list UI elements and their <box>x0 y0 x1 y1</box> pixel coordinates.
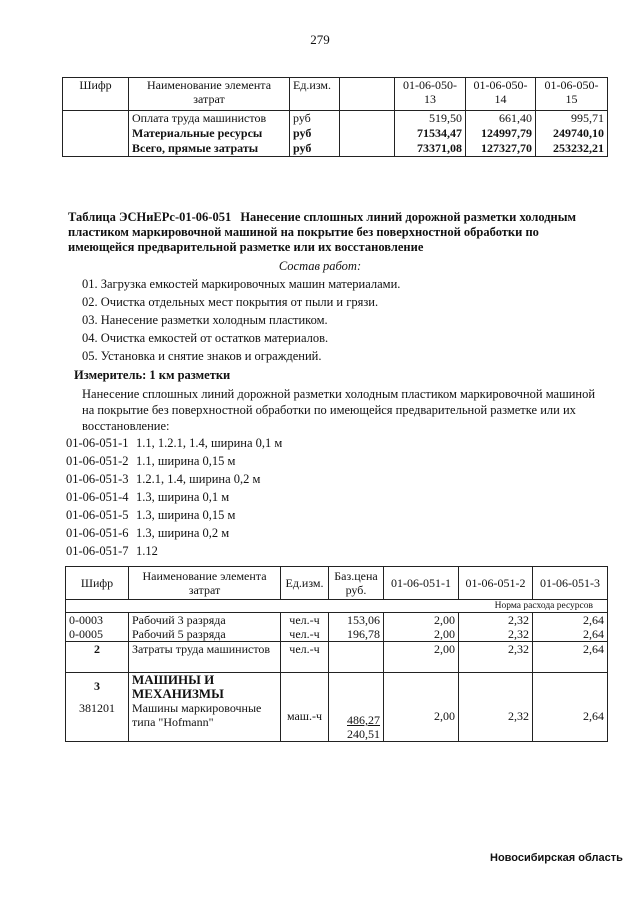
row-value: 2,00 <box>384 627 459 642</box>
work-item: 01. Загрузка емкостей маркировочных машин материалами. <box>82 277 401 291</box>
row-unit: маш.-ч <box>281 673 329 742</box>
code-desc: 1.12 <box>136 544 158 558</box>
norm-label: Норма расхода ресурсов <box>66 600 608 613</box>
row-value: 2,00 <box>384 613 459 628</box>
table-title-text: Нанесение сплошных линий дорожной разметки холодным пластиком маркировочной машиной на покрытие без поверхностной обработки по имеющейся предварительной разметке или их восстановление <box>68 210 577 254</box>
header-col-13: 01-06-050-13 <box>395 78 466 111</box>
table-row <box>66 642 608 673</box>
work-item: 03. Нанесение разметки холодным пластиком. <box>82 313 328 327</box>
code-id: 01-06-051-2 <box>66 454 129 468</box>
code-desc: 1.3, ширина 0,15 м <box>136 508 236 522</box>
row-name: Всего, прямые затраты <box>129 141 290 157</box>
item-name: Машины маркировочные типа "Hofmann" <box>132 701 262 729</box>
footer-region: Новосибирская область <box>490 852 623 864</box>
header-col-3: 01-06-051-3 <box>533 567 608 600</box>
table-title-lead: Таблица ЭСНиЕРс-01-06-051 <box>68 210 232 224</box>
header-name: Наименование элемента затрат <box>129 78 290 111</box>
header-col-1: 01-06-051-1 <box>384 567 459 600</box>
code-line <box>66 490 229 505</box>
code-id: 01-06-051-7 <box>66 544 129 558</box>
table-row <box>63 126 608 141</box>
code-id: 01-06-051-1 <box>66 436 129 450</box>
row-value: 253232,21 <box>536 141 608 157</box>
row-code <box>63 141 129 157</box>
row-code <box>63 126 129 141</box>
table-row <box>66 613 608 628</box>
item-code: 381201 <box>79 701 115 715</box>
work-item: 02. Очистка отдельных мест покрытия от пыли и грязи. <box>82 295 379 309</box>
row-value: 2,00 <box>384 673 459 742</box>
row-code: 0-0005 <box>66 627 129 642</box>
row-unit: руб <box>290 126 340 141</box>
row-name: Затраты труда машинистов <box>129 642 281 673</box>
code-id: 01-06-051-6 <box>66 526 129 540</box>
row-value: 71534,47 <box>395 126 466 141</box>
row-unit: чел.-ч <box>281 642 329 673</box>
table-row <box>66 627 608 642</box>
code-desc: 1.1, 1.2.1, 1.4, ширина 0,1 м <box>136 436 283 450</box>
row-unit: руб <box>290 141 340 157</box>
row-code <box>63 111 129 127</box>
code-id: 01-06-051-5 <box>66 508 129 522</box>
header-unit: Ед.изм. <box>281 567 329 600</box>
row-value: 249740,10 <box>536 126 608 141</box>
row-value: 73371,08 <box>395 141 466 157</box>
row-price: 153,06 <box>329 613 384 628</box>
row-unit: чел.-ч <box>281 613 329 628</box>
code-line <box>66 454 235 469</box>
code-desc: 1.2.1, 1.4, ширина 0,2 м <box>136 472 261 486</box>
table-row-machines <box>66 673 608 742</box>
header-empty <box>340 78 395 111</box>
row-name: Оплата труда машинистов <box>129 111 290 127</box>
header-col-14: 01-06-050-14 <box>466 78 536 111</box>
code-line <box>66 436 282 451</box>
top-cost-table <box>62 77 608 157</box>
header-col-2: 01-06-051-2 <box>459 567 533 600</box>
row-value: 995,71 <box>536 111 608 127</box>
row-value: 2,64 <box>533 642 608 673</box>
table-header-row <box>63 78 608 111</box>
row-value: 124997,79 <box>466 126 536 141</box>
header-col-15: 01-06-050-15 <box>536 78 608 111</box>
table-row <box>63 111 608 127</box>
section-title: МАШИНЫ И МЕХАНИЗМЫ <box>132 672 224 701</box>
row-name: Материальные ресурсы <box>129 126 290 141</box>
measure-unit: Измеритель: 1 км разметки <box>74 368 231 382</box>
row-price <box>329 642 384 673</box>
row-name: Рабочий 5 разряда <box>129 627 281 642</box>
row-code <box>66 673 129 742</box>
row-value: 2,64 <box>533 613 608 628</box>
table-title <box>68 210 598 255</box>
row-empty <box>340 141 395 157</box>
code-line <box>66 472 260 487</box>
row-value: 2,32 <box>459 613 533 628</box>
composition-heading: Состав работ: <box>278 259 362 273</box>
row-empty <box>340 111 395 127</box>
row-value: 2,64 <box>533 673 608 742</box>
row-value: 2,00 <box>384 642 459 673</box>
code-desc: 1.3, ширина 0,2 м <box>136 526 230 540</box>
code-id: 01-06-051-3 <box>66 472 129 486</box>
row-unit: руб <box>290 111 340 127</box>
work-item: 05. Установка и снятие знаков и ограждений. <box>82 349 322 363</box>
row-value: 2,64 <box>533 627 608 642</box>
section-code: 3 <box>94 679 100 693</box>
page-number: 279 <box>310 32 330 47</box>
row-value: 2,32 <box>459 673 533 742</box>
code-line <box>66 526 229 541</box>
row-name <box>129 673 281 742</box>
row-price: 196,78 <box>329 627 384 642</box>
header-code: Шифр <box>63 78 129 111</box>
header-code: Шифр <box>66 567 129 600</box>
row-value: 661,40 <box>466 111 536 127</box>
row-price <box>329 673 384 742</box>
row-unit: чел.-ч <box>281 627 329 642</box>
work-item: 04. Очистка емкостей от остатков материалов. <box>82 331 329 345</box>
row-name: Рабочий 3 разряда <box>129 613 281 628</box>
row-code: 0-0003 <box>66 613 129 628</box>
norm-label-row <box>66 600 608 613</box>
row-value: 2,32 <box>459 642 533 673</box>
code-desc: 1.1, ширина 0,15 м <box>136 454 236 468</box>
header-unit: Ед.изм. <box>290 78 340 111</box>
code-id: 01-06-051-4 <box>66 490 129 504</box>
header-price: Баз.цена руб. <box>329 567 384 600</box>
code-line <box>66 544 158 559</box>
row-value: 519,50 <box>395 111 466 127</box>
code-line <box>66 508 235 523</box>
code-desc: 1.3, ширина 0,1 м <box>136 490 230 504</box>
row-value: 127327,70 <box>466 141 536 157</box>
price-top: 486,27 <box>347 713 380 727</box>
table-header-row <box>66 567 608 600</box>
table-row <box>63 141 608 157</box>
resource-norm-table <box>65 566 608 742</box>
row-empty <box>340 126 395 141</box>
row-code: 2 <box>66 642 129 673</box>
row-value: 2,32 <box>459 627 533 642</box>
header-name: Наименование элемента затрат <box>129 567 281 600</box>
measure-description: Нанесение сплошных линий дорожной разметки холодным пластиком маркировочной машиной на покрытие без поверхностной обработки по имеющейся предварительной разметке или их восстановление: <box>82 387 596 433</box>
price-bottom: 240,51 <box>347 727 380 741</box>
